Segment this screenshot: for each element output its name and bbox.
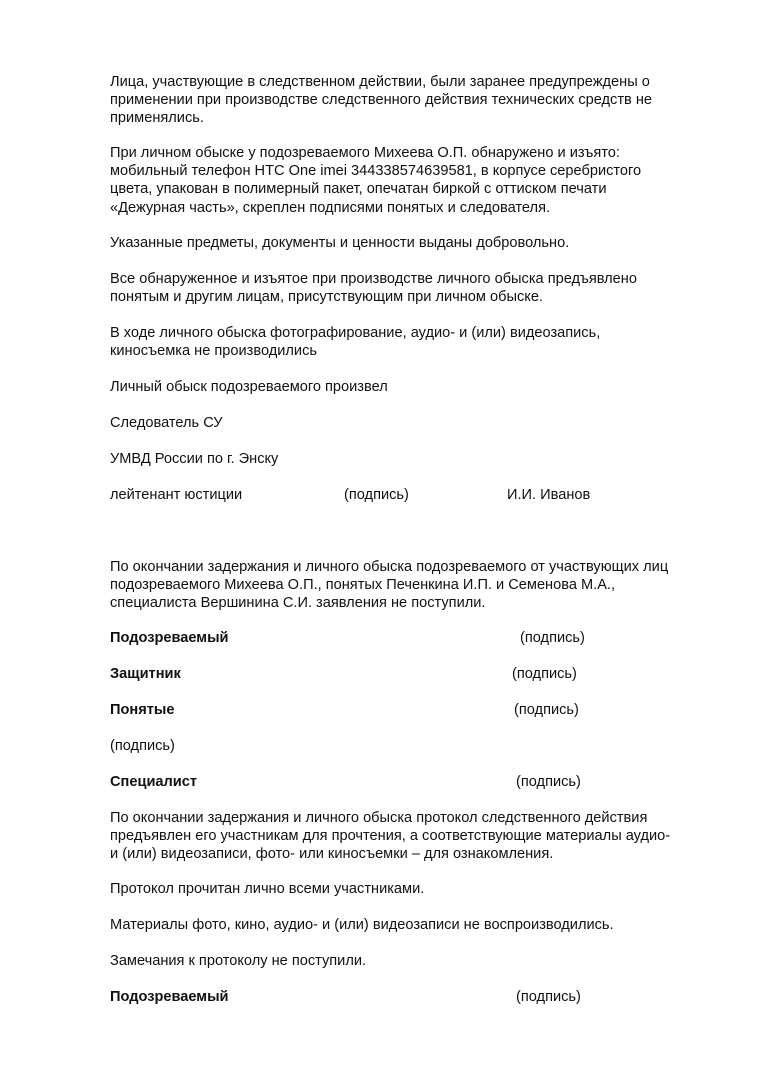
signature-label: Подозреваемый <box>110 989 229 1005</box>
paragraph-investigator-title: Следователь СУ <box>110 415 223 431</box>
signature-label: Понятые <box>110 702 175 718</box>
signature-placeholder: (подпись) <box>516 989 581 1005</box>
paragraph-department: УМВД России по г. Энску <box>110 451 279 467</box>
signature-placeholder: (подпись) <box>514 702 579 718</box>
paragraph-no-recording: В ходе личного обыска фотографирование, аудио- и (или) видеозапись, киносъемка не производились <box>110 325 601 360</box>
signature-row-witnesses <box>110 701 720 720</box>
signature-placeholder: (подпись) <box>512 666 577 682</box>
paragraph-technical-means: Лица, участвующие в следственном действии, были заранее предупреждены о применении при производстве следственного действия технических средств не применялись. <box>110 74 653 127</box>
paragraph-voluntary: Указанные предметы, документы и ценности выданы добровольно. <box>110 235 570 251</box>
paragraph-no-statements: По окончании задержания и личного обыска подозреваемого от участвующих лиц подозреваемого Михеева О.П., понятых Печенкина И.П. и Семенова М.А., специалиста Вершинина С.И. заявления не поступили. <box>110 559 669 612</box>
signature-row-specialist <box>110 773 720 792</box>
paragraph-conducted-by: Личный обыск подозреваемого произвел <box>110 379 388 395</box>
investigator-name: И.И. Иванов <box>507 487 591 503</box>
paragraph-no-remarks: Замечания к протоколу не поступили. <box>110 953 367 969</box>
signature-row-suspect <box>110 629 720 648</box>
investigator-signature: (подпись) <box>344 487 409 503</box>
signature-row-defender <box>110 665 720 684</box>
signature-label: Специалист <box>110 774 198 790</box>
paragraph-protocol-read: Протокол прочитан лично всеми участниками. <box>110 881 425 897</box>
signature-placeholder: (подпись) <box>516 774 581 790</box>
paragraph-materials-not-played: Материалы фото, кино, аудио- и (или) видеозаписи не воспроизводились. <box>110 917 614 933</box>
investigator-signature-row <box>110 486 720 505</box>
signature-label: Защитник <box>110 666 181 682</box>
signature-placeholder: (подпись) <box>520 630 585 646</box>
paragraph-witness-second-signature: (подпись) <box>110 738 175 754</box>
paragraph-seized-items: При личном обыске у подозреваемого Михеева О.П. обнаружено и изъято: мобильный телефон HTC One imei 344338574639581, в корпусе серебристого цвета, упакован в полимерный пакет, опечатан биркой с оттиском печати «Дежурная часть», скреплен подписями понятых и следователя. <box>110 145 642 216</box>
paragraph-protocol-presented: По окончании задержания и личного обыска протокол следственного действия предъявлен его участникам для прочтения, а соответствующие материалы аудио- и (или) видеозаписи, фото- или киносъемки – для ознакомления. <box>110 810 671 863</box>
signature-row-suspect-final <box>110 988 720 1007</box>
investigator-rank: лейтенант юстиции <box>110 487 243 503</box>
signature-label: Подозреваемый <box>110 630 229 646</box>
paragraph-presented: Все обнаруженное и изъятое при производстве личного обыска предъявлено понятым и другим лицам, присутствующим при личном обыске. <box>110 271 637 306</box>
